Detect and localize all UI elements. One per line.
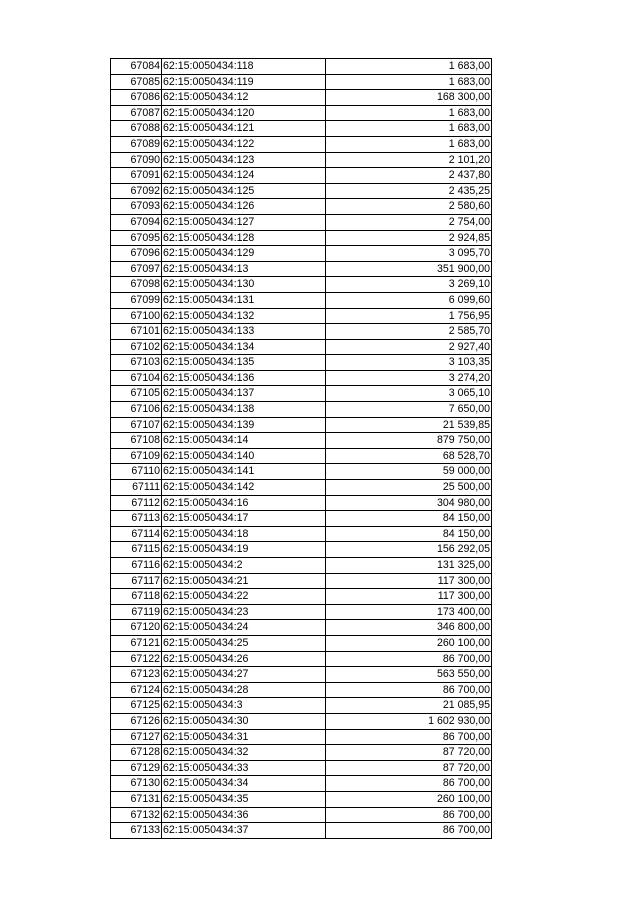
table-row xyxy=(111,448,492,464)
cadastral-number-cell: 62:15:0050434:16 xyxy=(162,495,326,511)
value-cell: 59 000,00 xyxy=(326,464,492,480)
value-cell: 3 103,35 xyxy=(326,355,492,371)
row-number-cell: 67127 xyxy=(111,729,162,745)
row-number-cell: 67101 xyxy=(111,324,162,340)
table-row xyxy=(111,682,492,698)
table-row xyxy=(111,495,492,511)
row-number-cell: 67084 xyxy=(111,59,162,75)
cadastral-number-cell: 62:15:0050434:133 xyxy=(162,324,326,340)
value-cell: 25 500,00 xyxy=(326,480,492,496)
value-cell: 21 539,85 xyxy=(326,417,492,433)
row-number-cell: 67110 xyxy=(111,464,162,480)
value-cell: 7 650,00 xyxy=(326,402,492,418)
row-number-cell: 67092 xyxy=(111,183,162,199)
cadastral-number-cell: 62:15:0050434:19 xyxy=(162,542,326,558)
value-cell: 2 754,00 xyxy=(326,214,492,230)
row-number-cell: 67104 xyxy=(111,370,162,386)
row-number-cell: 67095 xyxy=(111,230,162,246)
value-cell: 2 924,85 xyxy=(326,230,492,246)
table-row xyxy=(111,230,492,246)
cadastral-number-cell: 62:15:0050434:118 xyxy=(162,59,326,75)
row-number-cell: 67120 xyxy=(111,620,162,636)
value-cell: 86 700,00 xyxy=(326,729,492,745)
cadastral-number-cell: 62:15:0050434:27 xyxy=(162,667,326,683)
table-row xyxy=(111,433,492,449)
row-number-cell: 67094 xyxy=(111,214,162,230)
cadastral-number-cell: 62:15:0050434:18 xyxy=(162,526,326,542)
row-number-cell: 67117 xyxy=(111,573,162,589)
row-number-cell: 67126 xyxy=(111,713,162,729)
cadastral-number-cell: 62:15:0050434:34 xyxy=(162,776,326,792)
cadastral-number-cell: 62:15:0050434:2 xyxy=(162,558,326,574)
value-cell: 1 683,00 xyxy=(326,136,492,152)
cadastral-number-cell: 62:15:0050434:24 xyxy=(162,620,326,636)
table-row xyxy=(111,823,492,839)
value-cell: 260 100,00 xyxy=(326,791,492,807)
cadastral-number-cell: 62:15:0050434:129 xyxy=(162,246,326,262)
table-row xyxy=(111,542,492,558)
cadastral-number-cell: 62:15:0050434:127 xyxy=(162,214,326,230)
cadastral-number-cell: 62:15:0050434:130 xyxy=(162,277,326,293)
cadastral-number-cell: 62:15:0050434:13 xyxy=(162,261,326,277)
cadastral-number-cell: 62:15:0050434:32 xyxy=(162,745,326,761)
cadastral-number-cell: 62:15:0050434:23 xyxy=(162,604,326,620)
table-row xyxy=(111,214,492,230)
value-cell: 1 602 930,00 xyxy=(326,713,492,729)
table-row xyxy=(111,620,492,636)
row-number-cell: 67111 xyxy=(111,480,162,496)
table-row xyxy=(111,511,492,527)
table-row xyxy=(111,74,492,90)
row-number-cell: 67112 xyxy=(111,495,162,511)
table-row xyxy=(111,324,492,340)
row-number-cell: 67106 xyxy=(111,402,162,418)
value-cell: 2 927,40 xyxy=(326,339,492,355)
cadastral-number-cell: 62:15:0050434:136 xyxy=(162,370,326,386)
row-number-cell: 67085 xyxy=(111,74,162,90)
value-cell: 1 756,95 xyxy=(326,308,492,324)
row-number-cell: 67102 xyxy=(111,339,162,355)
table-row xyxy=(111,168,492,184)
cadastral-number-cell: 62:15:0050434:121 xyxy=(162,121,326,137)
row-number-cell: 67107 xyxy=(111,417,162,433)
table-row xyxy=(111,277,492,293)
row-number-cell: 67131 xyxy=(111,791,162,807)
table-row xyxy=(111,713,492,729)
cadastral-number-cell: 62:15:0050434:125 xyxy=(162,183,326,199)
value-cell: 304 980,00 xyxy=(326,495,492,511)
value-cell: 3 065,10 xyxy=(326,386,492,402)
value-cell: 84 150,00 xyxy=(326,511,492,527)
row-number-cell: 67128 xyxy=(111,745,162,761)
table-row xyxy=(111,386,492,402)
row-number-cell: 67118 xyxy=(111,589,162,605)
cadastral-number-cell: 62:15:0050434:26 xyxy=(162,651,326,667)
row-number-cell: 67086 xyxy=(111,90,162,106)
cadastral-number-cell: 62:15:0050434:131 xyxy=(162,292,326,308)
table-row xyxy=(111,791,492,807)
value-cell: 84 150,00 xyxy=(326,526,492,542)
cadastral-number-cell: 62:15:0050434:17 xyxy=(162,511,326,527)
table-row xyxy=(111,152,492,168)
value-cell: 117 300,00 xyxy=(326,573,492,589)
table-row xyxy=(111,651,492,667)
table-row xyxy=(111,698,492,714)
row-number-cell: 67116 xyxy=(111,558,162,574)
value-cell: 2 585,70 xyxy=(326,324,492,340)
row-number-cell: 67090 xyxy=(111,152,162,168)
cadastral-number-cell: 62:15:0050434:30 xyxy=(162,713,326,729)
row-number-cell: 67091 xyxy=(111,168,162,184)
cadastral-number-cell: 62:15:0050434:140 xyxy=(162,448,326,464)
cadastral-number-cell: 62:15:0050434:35 xyxy=(162,791,326,807)
value-cell: 3 095,70 xyxy=(326,246,492,262)
table-row xyxy=(111,355,492,371)
cadastral-number-cell: 62:15:0050434:31 xyxy=(162,729,326,745)
value-cell: 86 700,00 xyxy=(326,682,492,698)
row-number-cell: 67088 xyxy=(111,121,162,137)
row-number-cell: 67087 xyxy=(111,105,162,121)
table-row xyxy=(111,464,492,480)
row-number-cell: 67119 xyxy=(111,604,162,620)
cadastral-number-cell: 62:15:0050434:137 xyxy=(162,386,326,402)
table-row xyxy=(111,526,492,542)
table-row xyxy=(111,807,492,823)
table-row xyxy=(111,339,492,355)
cadastral-number-cell: 62:15:0050434:22 xyxy=(162,589,326,605)
row-number-cell: 67098 xyxy=(111,277,162,293)
table-row xyxy=(111,589,492,605)
row-number-cell: 67105 xyxy=(111,386,162,402)
table-row xyxy=(111,199,492,215)
table-row xyxy=(111,729,492,745)
cadastral-number-cell: 62:15:0050434:21 xyxy=(162,573,326,589)
value-cell: 86 700,00 xyxy=(326,776,492,792)
cadastral-number-cell: 62:15:0050434:128 xyxy=(162,230,326,246)
row-number-cell: 67114 xyxy=(111,526,162,542)
value-cell: 346 800,00 xyxy=(326,620,492,636)
value-cell: 1 683,00 xyxy=(326,105,492,121)
cadastral-number-cell: 62:15:0050434:139 xyxy=(162,417,326,433)
row-number-cell: 67130 xyxy=(111,776,162,792)
row-number-cell: 67132 xyxy=(111,807,162,823)
row-number-cell: 67100 xyxy=(111,308,162,324)
cadastral-number-cell: 62:15:0050434:122 xyxy=(162,136,326,152)
table-row xyxy=(111,246,492,262)
cadastral-number-cell: 62:15:0050434:132 xyxy=(162,308,326,324)
cadastral-number-cell: 62:15:0050434:33 xyxy=(162,760,326,776)
cadastral-number-cell: 62:15:0050434:14 xyxy=(162,433,326,449)
value-cell: 117 300,00 xyxy=(326,589,492,605)
row-number-cell: 67115 xyxy=(111,542,162,558)
table-row xyxy=(111,136,492,152)
table-row xyxy=(111,667,492,683)
value-cell: 168 300,00 xyxy=(326,90,492,106)
cadastral-number-cell: 62:15:0050434:37 xyxy=(162,823,326,839)
cadastral-number-cell: 62:15:0050434:120 xyxy=(162,105,326,121)
table-body xyxy=(111,59,492,839)
value-cell: 156 292,05 xyxy=(326,542,492,558)
table-row xyxy=(111,402,492,418)
row-number-cell: 67099 xyxy=(111,292,162,308)
table-row xyxy=(111,292,492,308)
table-row xyxy=(111,261,492,277)
cadastral-value-table xyxy=(110,58,492,839)
table-row xyxy=(111,121,492,137)
value-cell: 1 683,00 xyxy=(326,59,492,75)
value-cell: 68 528,70 xyxy=(326,448,492,464)
cadastral-number-cell: 62:15:0050434:134 xyxy=(162,339,326,355)
table-row xyxy=(111,59,492,75)
table-row xyxy=(111,760,492,776)
value-cell: 2 437,80 xyxy=(326,168,492,184)
table-row xyxy=(111,604,492,620)
row-number-cell: 67093 xyxy=(111,199,162,215)
cadastral-number-cell: 62:15:0050434:123 xyxy=(162,152,326,168)
table-row xyxy=(111,308,492,324)
value-cell: 2 580,60 xyxy=(326,199,492,215)
row-number-cell: 67108 xyxy=(111,433,162,449)
row-number-cell: 67123 xyxy=(111,667,162,683)
table-row xyxy=(111,558,492,574)
table-row xyxy=(111,370,492,386)
table-row xyxy=(111,573,492,589)
cadastral-number-cell: 62:15:0050434:141 xyxy=(162,464,326,480)
row-number-cell: 67124 xyxy=(111,682,162,698)
value-cell: 86 700,00 xyxy=(326,807,492,823)
value-cell: 173 400,00 xyxy=(326,604,492,620)
value-cell: 87 720,00 xyxy=(326,760,492,776)
row-number-cell: 67121 xyxy=(111,635,162,651)
cadastral-number-cell: 62:15:0050434:28 xyxy=(162,682,326,698)
value-cell: 86 700,00 xyxy=(326,823,492,839)
row-number-cell: 67129 xyxy=(111,760,162,776)
cadastral-number-cell: 62:15:0050434:135 xyxy=(162,355,326,371)
cadastral-number-cell: 62:15:0050434:36 xyxy=(162,807,326,823)
cadastral-number-cell: 62:15:0050434:12 xyxy=(162,90,326,106)
row-number-cell: 67109 xyxy=(111,448,162,464)
cadastral-number-cell: 62:15:0050434:142 xyxy=(162,480,326,496)
row-number-cell: 67089 xyxy=(111,136,162,152)
table-row xyxy=(111,105,492,121)
row-number-cell: 67122 xyxy=(111,651,162,667)
table-row xyxy=(111,480,492,496)
value-cell: 3 274,20 xyxy=(326,370,492,386)
value-cell: 879 750,00 xyxy=(326,433,492,449)
row-number-cell: 67125 xyxy=(111,698,162,714)
table-row xyxy=(111,776,492,792)
table-row xyxy=(111,183,492,199)
value-cell: 1 683,00 xyxy=(326,121,492,137)
row-number-cell: 67133 xyxy=(111,823,162,839)
value-cell: 2 435,25 xyxy=(326,183,492,199)
table-row xyxy=(111,90,492,106)
value-cell: 260 100,00 xyxy=(326,635,492,651)
cadastral-number-cell: 62:15:0050434:126 xyxy=(162,199,326,215)
row-number-cell: 67097 xyxy=(111,261,162,277)
value-cell: 563 550,00 xyxy=(326,667,492,683)
cadastral-number-cell: 62:15:0050434:119 xyxy=(162,74,326,90)
cadastral-number-cell: 62:15:0050434:138 xyxy=(162,402,326,418)
row-number-cell: 67096 xyxy=(111,246,162,262)
value-cell: 87 720,00 xyxy=(326,745,492,761)
value-cell: 2 101,20 xyxy=(326,152,492,168)
value-cell: 6 099,60 xyxy=(326,292,492,308)
value-cell: 351 900,00 xyxy=(326,261,492,277)
cadastral-number-cell: 62:15:0050434:3 xyxy=(162,698,326,714)
value-cell: 3 269,10 xyxy=(326,277,492,293)
cadastral-number-cell: 62:15:0050434:25 xyxy=(162,635,326,651)
cadastral-number-cell: 62:15:0050434:124 xyxy=(162,168,326,184)
row-number-cell: 67103 xyxy=(111,355,162,371)
table-row xyxy=(111,745,492,761)
value-cell: 131 325,00 xyxy=(326,558,492,574)
value-cell: 21 085,95 xyxy=(326,698,492,714)
value-cell: 86 700,00 xyxy=(326,651,492,667)
value-cell: 1 683,00 xyxy=(326,74,492,90)
table-row xyxy=(111,417,492,433)
table-row xyxy=(111,635,492,651)
row-number-cell: 67113 xyxy=(111,511,162,527)
